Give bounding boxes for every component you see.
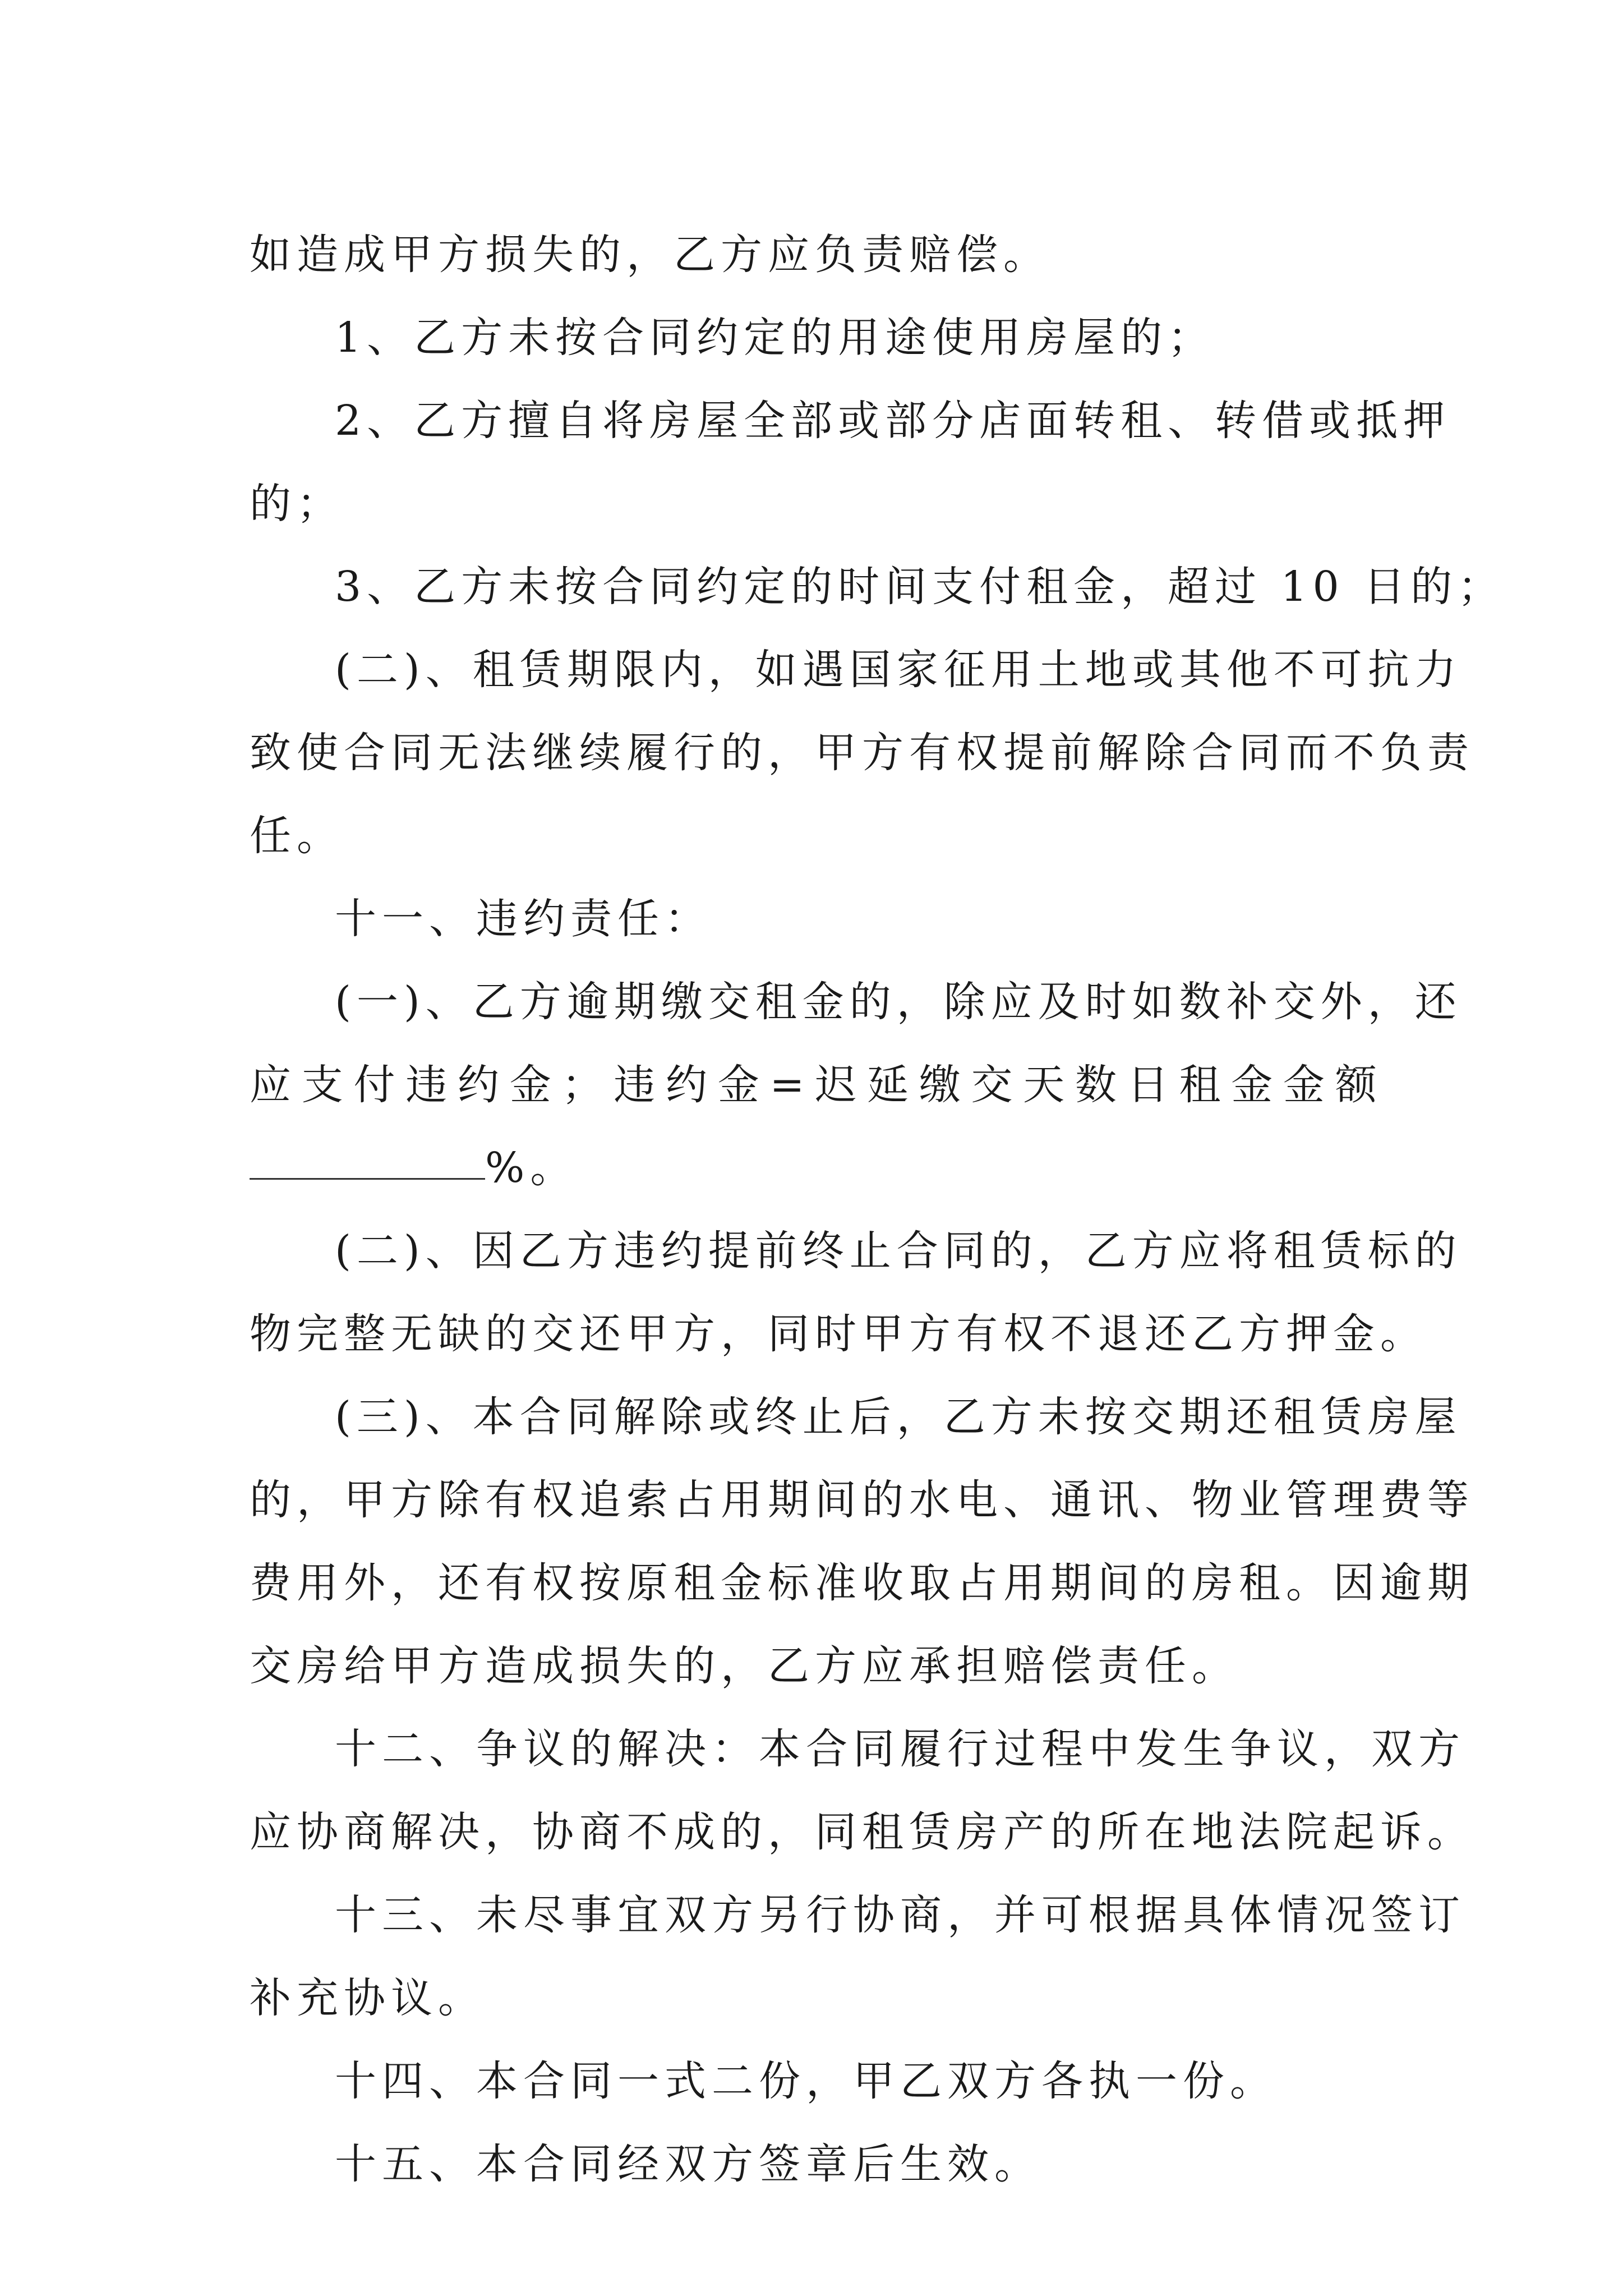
- text-line: 2、乙方擅自将房屋全部或部分店面转租、转借或抵押: [335, 397, 1451, 445]
- text-line: 3、乙方未按合同约定的时间支付租金，超过 10 日的；: [335, 563, 1505, 611]
- justified-char: 约: [458, 1061, 499, 1109]
- justified-char: 金: [717, 1061, 759, 1109]
- justified-char: 约: [666, 1061, 707, 1109]
- justified-char: =: [769, 1061, 805, 1109]
- justified-char: 支: [301, 1061, 343, 1109]
- justified-char: ；: [561, 1061, 603, 1109]
- justified-char: 额: [1335, 1061, 1377, 1109]
- text-line: (二)、因乙方违约提前终止合同的，乙方应将租赁标的: [335, 1227, 1462, 1275]
- text-line: (三)、本合同解除或终止后，乙方未按交期还租赁房屋: [335, 1393, 1462, 1441]
- justified-char: 数: [1075, 1061, 1117, 1109]
- text-line: (一)、乙方逾期缴交租金的，除应及时如数补交外，还: [335, 978, 1462, 1026]
- justified-char: 金: [509, 1061, 551, 1109]
- text-line: 十四、本合同一式二份，甲乙双方各执一份。: [335, 2057, 1277, 2105]
- text-line: 致使合同无法继续履行的，甲方有权提前解除合同而不负责: [250, 729, 1474, 777]
- text-line-justified: [250, 1043, 1377, 1126]
- text-line: 交房给甲方造成损失的，乙方应承担赔偿责任。: [250, 1642, 1239, 1690]
- text-line: 的，甲方除有权追索占用期间的水电、通讯、物业管理费等: [250, 1476, 1474, 1524]
- text-line: 十二、争议的解决：本合同履行过程中发生争议，双方: [335, 1725, 1465, 1773]
- text-line: (二)、租赁期限内，如遇国家征用土地或其他不可抗力: [335, 646, 1462, 694]
- justified-char: 应: [250, 1061, 291, 1109]
- justified-char: 金: [1231, 1061, 1273, 1109]
- text-line: 物完整无缺的交还甲方，同时甲方有权不退还乙方押金。: [250, 1310, 1427, 1358]
- text-line: 1、乙方未按合同约定的用途使用房屋的；: [335, 314, 1215, 362]
- text-line: 费用外，还有权按原租金标准收取占用期间的房租。因逾期: [250, 1559, 1474, 1607]
- percent-suffix: %。: [485, 1144, 578, 1192]
- justified-char: 延: [867, 1061, 909, 1109]
- text-line: 如造成甲方损失的，乙方应负责赔偿。: [250, 231, 1050, 279]
- justified-char: 天: [1023, 1061, 1065, 1109]
- text-line: 十五、本合同经双方签章后生效。: [335, 2140, 1041, 2188]
- fill-in-blank: [250, 1139, 485, 1180]
- text-line: 应协商解决，协商不成的，同租赁房产的所在地法院起诉。: [250, 1808, 1474, 1856]
- section-heading: 十一、违约责任：: [335, 895, 712, 943]
- document-body: [250, 213, 1505, 2206]
- text-line: 任。: [250, 812, 344, 860]
- justified-char: 交: [971, 1061, 1013, 1109]
- justified-char: 日: [1127, 1061, 1169, 1109]
- text-line: 十三、未尽事宜双方另行协商，并可根据具体情况签订: [335, 1891, 1465, 1939]
- justified-char: 付: [353, 1061, 395, 1109]
- text-line: 的；: [250, 480, 344, 528]
- justified-char: 租: [1179, 1061, 1221, 1109]
- justified-char: 金: [1283, 1061, 1325, 1109]
- fill-in-line: [250, 1126, 1377, 1209]
- justified-char: 缴: [919, 1061, 961, 1109]
- justified-char: 违: [405, 1061, 448, 1109]
- text-line: 补充协议。: [250, 1974, 485, 2022]
- justified-char: 违: [614, 1061, 656, 1109]
- justified-char: 迟: [815, 1061, 857, 1109]
